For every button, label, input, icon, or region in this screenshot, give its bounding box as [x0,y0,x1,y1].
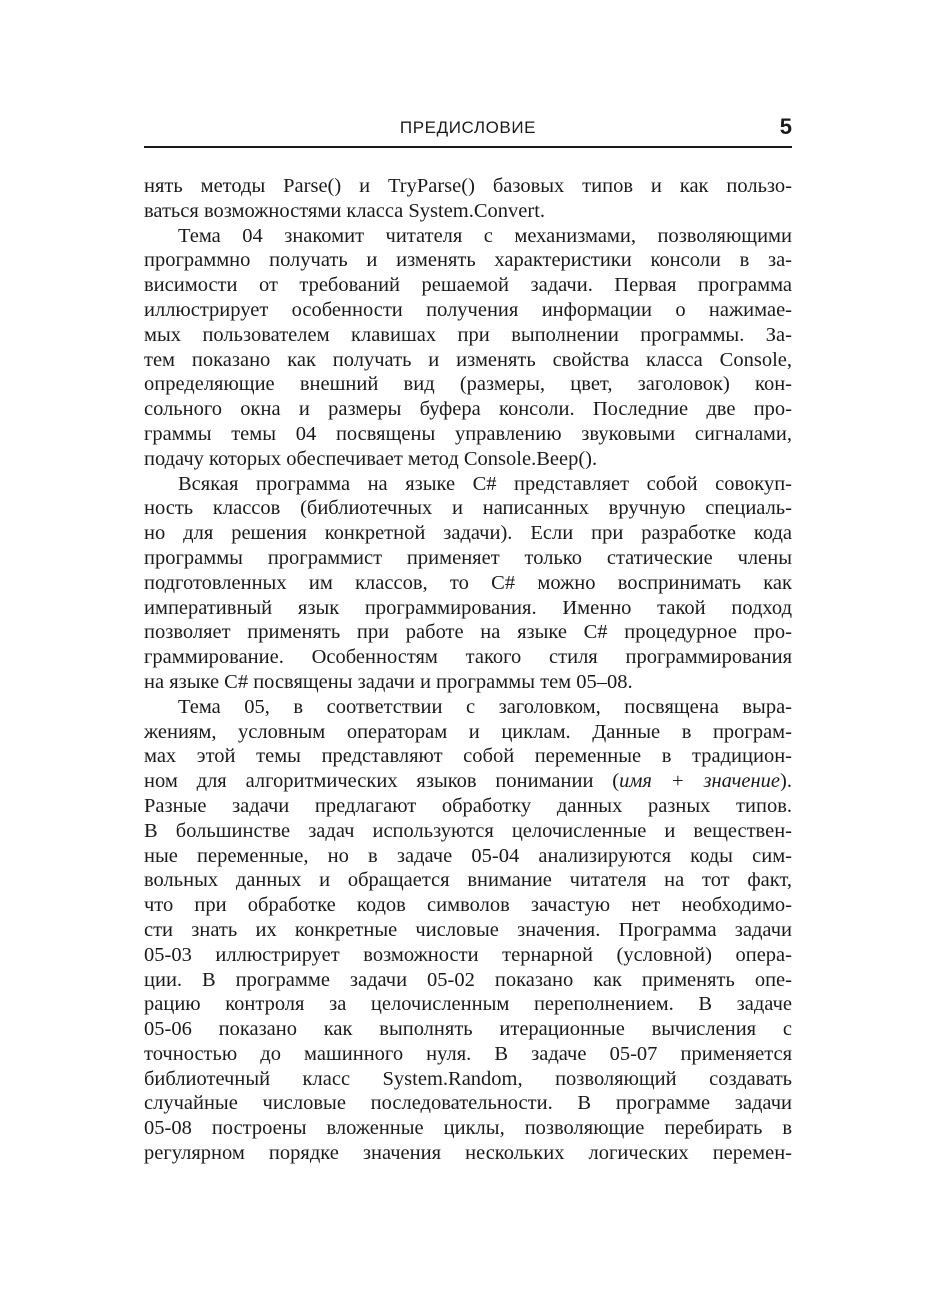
text-line: программы программист применяет только статические члены [144,546,792,569]
text-line-with-italic [144,769,792,794]
text-line: сти знать их конкретные числовые значения. Программа задачи [144,918,792,941]
text-line: 05-03 иллюстрирует возможности тернарной (условной) опера- [144,943,792,966]
running-header [144,112,792,148]
text-line: программно получать и изменять характеристики консоли в за- [144,249,792,272]
body-text [144,174,792,1166]
text-line: 05-08 построены вложенные циклы, позволяющие перебирать в [144,1117,792,1140]
text-line: Тема 05, в соответствии с заголовком, посвящена выра- [178,695,792,718]
text-line: граммирование. Особенностям такого стиля программирования [144,646,792,669]
text-line: тем показано как получать и изменять свойства класса Console, [144,348,792,371]
text-line: что при обработке кодов символов зачастую нет необходимо- [144,894,792,917]
text-line: ваться возможностями класса System.Convert. [144,199,546,222]
text-fragment: ). [780,770,792,793]
text-line: подготовленных им классов, то C# можно воспринимать как [144,571,792,594]
text-line: на языке C# посвящены задачи и программы тем 05–08. [144,670,633,693]
text-line: нять методы Parse() и TryParse() базовых типов и как пользо- [144,175,792,197]
text-line: рацию контроля за целочисленным переполнением. В задаче [144,993,792,1016]
text-line: Тема 04 знакомит читателя с механизмами, позволяющими [178,224,792,247]
text-line: случайные числовые последовательности. В программе задачи [144,1092,792,1115]
running-header-title: ПРЕДИСЛОВИЕ [399,118,537,137]
italic-term: имя + значение [619,770,781,793]
text-line: библиотечный класс System.Random, позволяющий создавать [144,1067,792,1090]
text-line: ность классов (библиотечных и написанных вручную специаль- [144,497,792,520]
text-line: Всякая программа на языке C# представляет собой совокуп- [178,472,792,495]
text-line: ции. В программе задачи 05-02 показано как применять опе- [144,968,792,991]
text-line: позволяет применять при работе на языке C# процедурное про- [144,621,792,644]
text-line: подачу которых обеспечивает метод Console.Beep(). [144,447,598,470]
text-line: но для решения конкретной задачи). Если при разработке кода [144,522,792,545]
text-line: ные переменные, но в задаче 05-04 анализируются коды сим- [144,844,792,867]
text-line: определяющие внешний вид (размеры, цвет, заголовок) кон- [144,373,792,396]
text-line: В большинстве задач используются целочисленные и веществен- [144,819,792,842]
text-line: мых пользователем клавишах при выполнении программы. За- [144,323,792,346]
text-line: сольного окна и размеры буфера консоли. Последние две про- [144,398,792,421]
text-line: точностью до машинного нуля. В задаче 05-07 применяется [144,1042,792,1065]
text-line: граммы темы 04 посвящены управлению звуковыми сигналами, [144,422,792,445]
text-line: мах этой темы представляют собой переменные в традицион- [144,745,792,768]
text-line: 05-06 показано как выполнять итерационные вычисления с [144,1018,792,1041]
text-line: жениям, условным операторам и циклам. Данные в програм- [144,720,792,743]
text-fragment: ном для алгоритмических языков понимании ( [144,770,620,793]
text-line: императивный язык программирования. Именно такой подход [144,596,792,619]
text-line: Разные задачи предлагают обработку данных разных типов. [144,794,792,817]
text-line: вольных данных и обращается внимание читателя на тот факт, [144,869,792,892]
page-number: 5 [779,114,792,139]
text-line: висимости от требований решаемой задачи. Первая программа [144,274,792,297]
text-line: иллюстрирует особенности получения информации о нажимае- [144,298,792,321]
text-line: регулярном порядке значения нескольких логических перемен- [144,1142,792,1165]
